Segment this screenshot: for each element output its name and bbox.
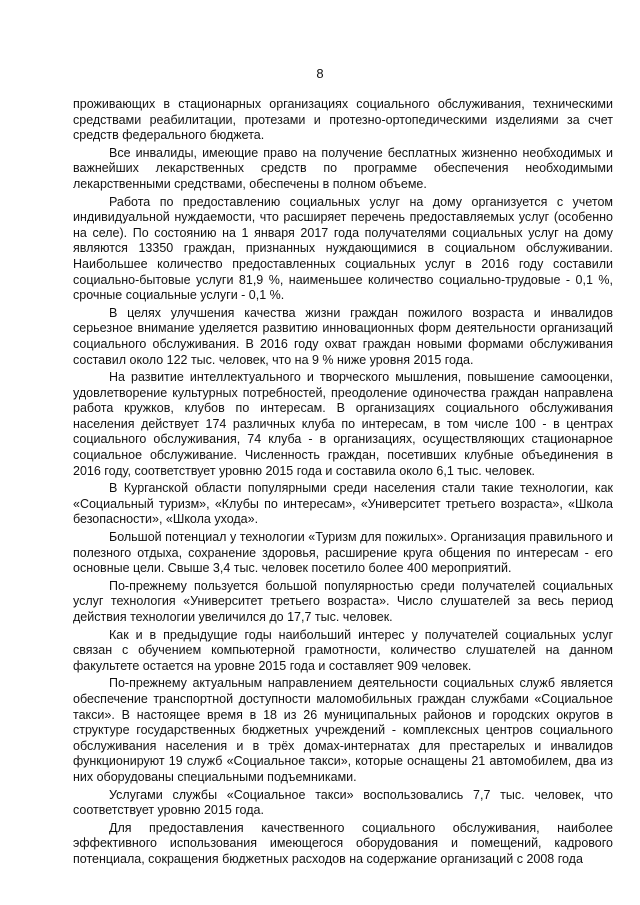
paragraph-home-services: Работа по предоставлению социальных услуг на дому организуется с учетом индивидуальной нуждаемости, что расширяет перечень предоставляемых услуг (особенно на селе). По состоянию на 1 января 2017 года получателями социальных услуг на дому являются 13350 граждан, признанных нуждающимися в социальном обслуживании. Наибольшее количество предоставленных социальных услуг в 2016 году составили социально-бытовые услуги 81,9 %, наименьшее количество социально-трудовые - 0,1 %, срочные социальные услуги - 0,1 %. — [73, 194, 613, 303]
paragraph-technologies: В Курганской области популярными среди населения стали такие технологии, как «Социальный туризм», «Клубы по интересам», «Университет третьего возраста», «Школа безопасности», «Школа ухода». — [73, 481, 613, 527]
paragraph-clubs: На развитие интеллектуального и творческого мышления, повышение самооценки, удовлетворение культурных потребностей, преодоление одиночества граждан направлена работа кружков, клубов по интересам. В организациях социального обслуживания населения действует 174 различных клуба по интересам, в том числе 100 - в центрах социального обслуживания, 74 клуба - в организациях, осуществляющих стационарное социальное обслуживание. Численность граждан, посетивших клубные объединения в 2016 году, соответствует уровню 2015 года и составила около 6,1 тыс. человек. — [73, 370, 613, 478]
paragraph-continuation: проживающих в стационарных организациях социального обслуживания, техническими средствами реабилитации, протезами и протезно-ортопедическими изделиями за счет средств федерального бюджета. — [73, 97, 613, 143]
document-body — [73, 97, 613, 870]
paragraph-university: По-прежнему пользуется большой популярностью среди получателей социальных услуг технология «Университет третьего возраста». Число слушателей за весь период действия технологии увеличился до 17,7 тыс. человек. — [73, 578, 613, 624]
paragraph-innovative-forms: В целях улучшения качества жизни граждан пожилого возраста и инвалидов серьезное внимание уделяется развитию инновационных форм деятельности организаций социального обслуживания. В 2016 году охват граждан новыми формами обслуживания составил около 122 тыс. человек, что на 9 % ниже уровня 2015 года. — [73, 305, 613, 367]
page-number: 8 — [316, 66, 324, 81]
paragraph-taxi-users: Услугами службы «Социальное такси» воспользовались 7,7 тыс. человек, что соответствует уровню 2015 года. — [73, 787, 613, 818]
paragraph-social-taxi: По-прежнему актуальным направлением деятельности социальных служб является обеспечение транспортной доступности маломобильных граждан службами «Социальное такси». В настоящее время в 18 из 26 муниципальных районов и городских округов в структуре государственных бюджетных учреждений - комплексных центров социального обслуживания населения и в трёх домах-интернатах для престарелых и инвалидов функционируют 19 служб «Социальное такси», которые оснащены 21 автомобилем, два из них оборудованы специальными подъемниками. — [73, 676, 613, 784]
paragraph-medicines: Все инвалиды, имеющие право на получение бесплатных жизненно необходимых и важнейших лекарственных средств по программе обеспечения необходимыми лекарственными средствами, обеспечены в полном объеме. — [73, 145, 613, 191]
paragraph-tourism: Большой потенциал у технологии «Туризм для пожилых». Организация правильного и полезного отдыха, сохранение здоровья, расширение круга общения по интересам - его основные цели. Свыше 3,4 тыс. человек посетило более 400 мероприятий. — [73, 530, 613, 576]
paragraph-computer-literacy: Как и в предыдущие годы наибольший интерес у получателей социальных услуг связан с обучением компьютерной грамотности, количество слушателей на данном факультете остается на уровне 2015 года и составляет 909 человек. — [73, 627, 613, 673]
paragraph-efficiency: Для предоставления качественного социального обслуживания, наиболее эффективного использования имеющегося оборудования и помещений, кадрового потенциала, сокращения бюджетных расходов на содержание организаций с 2008 года — [73, 820, 613, 866]
